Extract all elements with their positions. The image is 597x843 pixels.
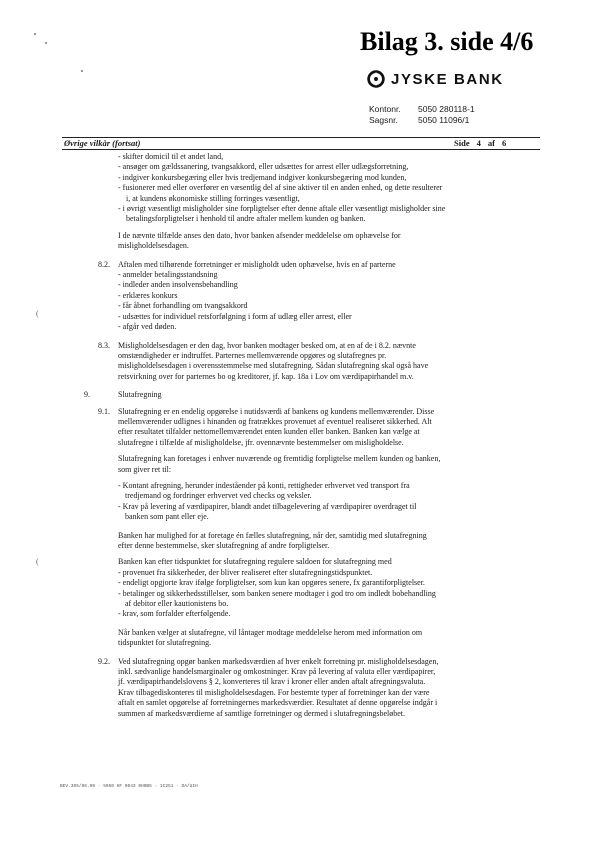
paragraph-line: omstændigheder er indtruffet. Parternes mellemværende opgøres og slutafregnes pr. (118, 350, 387, 360)
section-number: 9.1. (98, 406, 110, 416)
account-number-row (369, 104, 475, 115)
paragraph-line: retsvirkning over for parternes bo og kreditorer, jf. kap. 18a i Lov om værdipapirhandel m.v. (118, 371, 414, 381)
paragraph-line: som giver ret til: (118, 464, 172, 474)
paragraph-line: Banken kan efter tidspunktet for slutafregning regulere saldoen for slutafregning med (118, 557, 392, 567)
paragraph-line: efter denne bestemmelse, sker slutafregning af andre forpligtelser. (118, 541, 330, 550)
paragraph-line: Ved slutafregning opgør banken markedsværdien af hver enkelt forretning pr. misligholdelsesdagen, (118, 656, 439, 666)
margin-mark: ( (36, 309, 39, 318)
paragraph-line: Slutafregning kan foretages i enhver nuværende og fremtidig forpligtelse mellem kunden og banken, (118, 454, 441, 464)
paragraph-line: mellemværender udlignes i hinanden og fratrækkes provenuet af eventuel realiseret sikkerhed. Alt (118, 416, 432, 426)
page-stamp: Bilag 3. side 4/6 (360, 27, 534, 56)
paragraph-line: jf. værdipapirhandelslovens § 2, konverteres til krav i kroner eller anden aftalt afregningsvaluta. (118, 677, 426, 687)
form-footer-code: BEV.305/06.09 · 5050 HF 9043 0H0B5 · 1C251 · DA/UIH (60, 784, 198, 789)
paragraph-line: I de nævnte tilfælde anses den dato, hvor banken afsender meddelelse om ophævelse for (118, 230, 401, 240)
list-item: - afgår ved døden. (118, 322, 177, 332)
page-side-label: Side (454, 138, 470, 148)
list-item: - Krav på levering af værdipapirer, blandt andet tilbagelevering af værdipapirer overdraget til (118, 501, 417, 511)
list-item: banken som pant eller eje. (125, 512, 209, 522)
scan-speck (45, 42, 47, 44)
list-item: - krav, som forfalder efterfølgende. (118, 609, 231, 619)
section-9-2 (60, 657, 546, 719)
list-item: - Kontant afregning, herunder indeståender på konti, rettigheder erhvervet ved transport fra (118, 480, 410, 490)
paragraph-line: misligholdelsesdagen. (118, 241, 189, 251)
scan-speck (81, 70, 83, 72)
paragraph-line: Banken har mulighed for at foretage én fælles slutafregning, når der, samtidig med slutafregning (118, 530, 427, 540)
list-item: betalingsforpligtelser i henhold til andre aftaler mellem kunden og banken. (126, 214, 366, 224)
section-number: 8.3. (98, 340, 110, 350)
paragraph-line: Misligholdelsesdagen er den dag, hvor banken modtager besked om, at en af de i 8.2. nævnte (118, 340, 416, 350)
ref-value: 5050 280118-1 (418, 104, 475, 114)
list-item: af debitor eller kautionistens bo. (125, 599, 229, 609)
list-item: tredjemand og fordringer erhvervet ved checks og veksler. (125, 491, 312, 501)
section-title: Slutafregning (118, 390, 162, 400)
section-8-2 (60, 260, 546, 333)
section-9-heading (60, 390, 546, 400)
ref-label: Sagsnr. (369, 115, 398, 125)
list-item: - erklæres konkurs (118, 290, 178, 300)
paragraph-line: Når banken vælger at slutafregne, vil låntager modtage meddelelse herom med information om (118, 627, 423, 637)
section-header-title: Øvrige vilkår (fortsat) (64, 138, 141, 148)
list-item: - anmelder betalingsstandsning (118, 270, 218, 280)
paragraph-line: Krav tilbagediskonteres til misligholdelsesdagen. For bestemte typer af forretninger kan der være (118, 687, 430, 697)
page-af-label: af (487, 138, 495, 148)
paragraph-line: summen af markedsværdierne af samtlige forretninger og dermed i slutafregningsbeløbet. (118, 708, 406, 718)
section-number: 8.2. (98, 259, 110, 269)
paragraph-line: efter resultatet tilfalder nettomellemværendet enten kunden eller banken. Banken kan vælge at (118, 427, 420, 437)
paragraph-line: inkl. sædvanlige handelsmarginaler og omkostninger. Krav på levering af valuta eller værdipapirer, (118, 667, 436, 677)
list-item: - får åbnet forhandling om tvangsakkord (118, 301, 248, 311)
paragraph-line: aftalt en samlet opgørelse af forretningernes markedsværdier. Resultatet af denne opgørelse indgår i (118, 698, 438, 708)
section-8-3 (60, 341, 546, 383)
page-number: 4 (476, 138, 481, 148)
document-body (60, 152, 546, 719)
section-number: 9.2. (98, 656, 110, 666)
bank-logo (367, 70, 504, 88)
ref-label: Kontonr. (369, 104, 401, 114)
jyske-bank-logo-icon (367, 70, 385, 88)
section-number: 9. (84, 390, 90, 400)
page-indicator (454, 138, 506, 148)
paragraph-line: misligholdelsesdagen i overensstemmelse med slutafregning. Sådan slutafregning skal også have (118, 361, 429, 371)
list-item: - indleder anden insolvensbehandling (118, 280, 238, 290)
list-item: - i øvrigt væsentligt misligholder sine forpligtelser efter denne aftale eller væsentligt misligholder sine (118, 204, 446, 214)
list-item: - ansøger om gældssanering, tvangsakkord, eller udsættes for arrest eller udlægsforretning, (118, 162, 409, 172)
list-item: - endeligt opgjorte krav ifølge forpligtelser, som kun kan opgøres senere, fx garantiforpligtelser. (118, 578, 425, 588)
list-item: - skifter domicil til et andet land, (118, 152, 224, 161)
logo-text: JYSKE BANK (391, 70, 504, 88)
reference-block (369, 104, 475, 126)
list-item: - fusionerer med eller overfører en væsentlig del af sine aktiver til en anden enhed, og dette resulterer (118, 183, 443, 193)
margin-mark: ( (36, 557, 39, 566)
page-total: 6 (501, 138, 507, 148)
paragraph-line: tidspunktet for slutafregning. (118, 638, 212, 648)
scan-speck (34, 33, 36, 35)
paragraph-line: Slutafregning er en endelig opgørelse i nutidsværdi af bankens og kundens mellemværender. Disse (118, 406, 435, 416)
list-item: - udsættes for individuel retsforfølgning i form af udlæg eller arrest, eller (118, 311, 352, 321)
section-9-1 (60, 407, 546, 649)
list-item: - betalinger og sikkerhedsstillelser, som banken senere modtager i god tro om indledt bobehandling (118, 588, 436, 598)
case-number-row (369, 115, 475, 126)
paragraph-line: Aftalen med tilhørende forretninger er misligholdt uden ophævelse, hvis en af parterne (118, 259, 396, 269)
paragraph-line: slutafregne i tilfælde af misligholdelse, jfr. ovennævnte bestemmelser om misligholdelse. (118, 437, 404, 447)
ref-value: 5050 11096/1 (418, 115, 470, 125)
list-item: i, at kundens økonomiske stilling forringes væsentligt, (126, 193, 300, 203)
list-item: - provenuet fra sikkerheder, der bliver realiseret efter slutafregningstidspunktet. (118, 567, 373, 577)
list-item: - indgiver konkursbegæring eller hvis tredjemand indgiver konkursbegæring mod kunden, (118, 172, 407, 182)
